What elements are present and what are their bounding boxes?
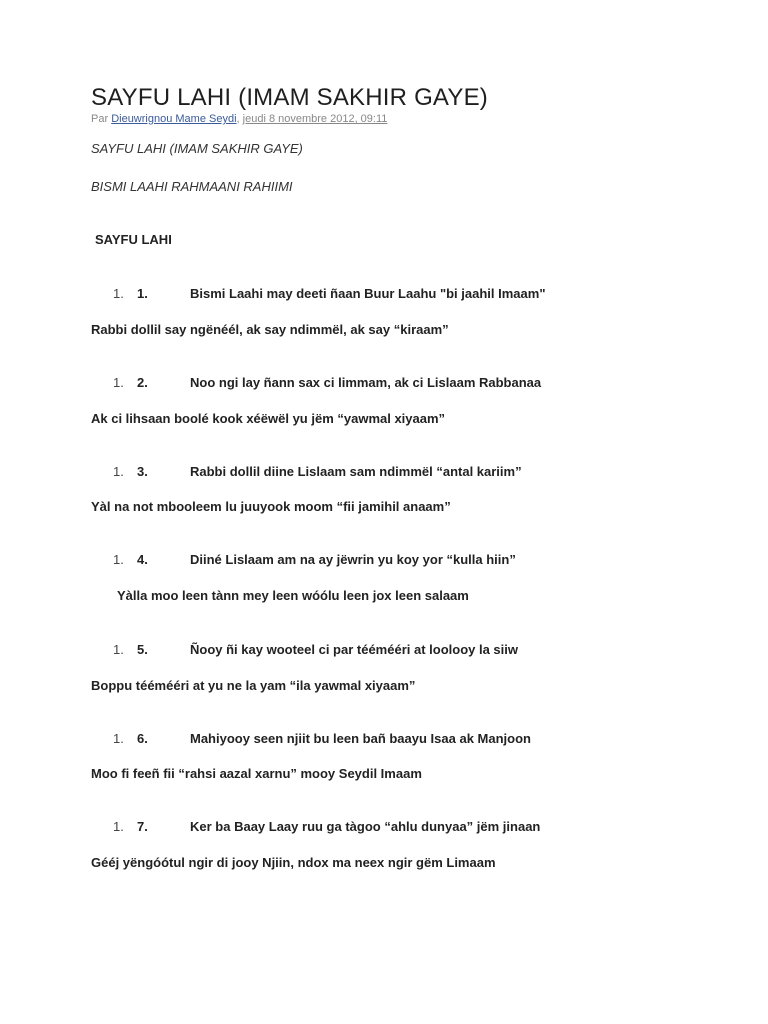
verse-line-1: Bismi Laahi may deeti ñaan Buur Laahu "bi jaahil Imaam" (190, 286, 546, 301)
list-marker: 1. (113, 552, 124, 567)
byline-prefix: Par (91, 113, 109, 125)
verse-line-1: Ñooy ñi kay wooteel ci par téémééri at loolooy la siiw (190, 642, 518, 657)
list-marker: 1. (113, 375, 124, 390)
article-subtitle: SAYFU LAHI (IMAM SAKHIR GAYE) (91, 141, 303, 156)
list-marker: 1. (113, 642, 124, 657)
verse-number: 1. (137, 286, 148, 301)
list-marker: 1. (113, 464, 124, 479)
post-date-link[interactable]: jeudi 8 novembre 2012, 09:11 (242, 113, 388, 125)
byline-separator: , (236, 113, 240, 125)
verse-line-1: Ker ba Baay Laay ruu ga tàgoo “ahlu dunyaa” jëm jinaan (190, 819, 541, 834)
verse-line-1: Noo ngi lay ñann sax ci limmam, ak ci Lislaam Rabbanaa (190, 375, 542, 390)
verse-line-2: Ak ci lihsaan boolé kook xéëwël yu jëm “yawmal xiyaam” (91, 411, 446, 426)
verse-number: 7. (137, 819, 148, 834)
verse-line-2: Boppu téémééri at yu ne la yam “ila yawmal xiyaam” (91, 678, 416, 693)
author-link[interactable]: Dieuwrignou Mame Seydi (111, 113, 237, 125)
verse-number: 2. (137, 375, 148, 390)
list-marker: 1. (113, 731, 124, 746)
verse-number: 3. (137, 464, 148, 479)
verse-line-2: Rabbi dollil say ngënéél, ak say ndimmël, ak say “kiraam” (91, 322, 449, 337)
verse-line-2: Yàlla moo leen tànn mey leen wóólu leen jox leen salaam (117, 588, 469, 603)
verse-line-1: Mahiyooy seen njiit bu leen bañ baayu Isaa ak Manjoon (190, 731, 531, 746)
invocation-line: BISMI LAAHI RAHMAANI RAHIIMI (91, 179, 293, 194)
byline (91, 113, 387, 125)
verse-line-1: Rabbi dollil diine Lislaam sam ndimmël “antal kariim” (190, 464, 522, 479)
verse-number: 4. (137, 552, 148, 567)
list-marker: 1. (113, 286, 124, 301)
verse-line-2: Gééj yëngóótul ngir di jooy Njiin, ndox ma neex ngir gëm Limaam (91, 855, 496, 870)
verse-number: 6. (137, 731, 148, 746)
verse-line-2: Moo fi feeñ fii “rahsi aazal xarnu” mooy Seydil Imaam (91, 766, 422, 781)
section-heading: SAYFU LAHI (95, 232, 172, 247)
verse-line-2: Yàl na not mbooleem lu juuyook moom “fii jamihil anaam” (91, 499, 451, 514)
verse-line-1: Diiné Lislaam am na ay jëwrin yu koy yor “kulla hiin” (190, 552, 516, 567)
article-title: SAYFU LAHI (IMAM SAKHIR GAYE) (91, 84, 488, 111)
list-marker: 1. (113, 819, 124, 834)
verse-number: 5. (137, 642, 148, 657)
